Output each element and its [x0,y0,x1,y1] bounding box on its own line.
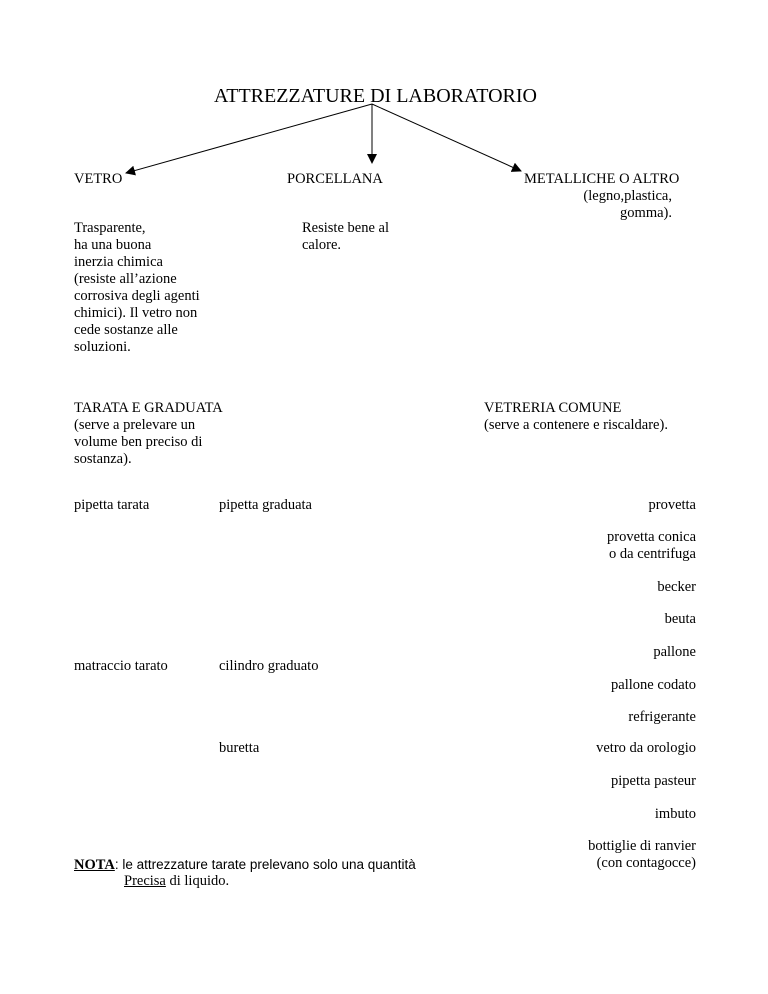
item-refrigerante: refrigerante [628,709,696,725]
branch-porcellana-label: PORCELLANA [287,171,383,187]
page-title: ATTREZZATURE DI LABORATORIO [214,85,537,107]
item-imbuto: imbuto [654,806,696,822]
item-pipetta-tarata: pipetta tarata [74,497,150,513]
nota-text: : le attrezzature tarate prelevano solo una quantità [114,857,416,872]
item-provetta: provetta [648,497,696,513]
nota-line-1 [74,856,416,874]
item-beuta: beuta [664,611,696,627]
vetro-description: Trasparente, ha una buona inerzia chimica (resiste all’azione corrosiva degli agenti chimici). Il vetro non cede sostanze alle soluzioni. [74,220,200,355]
item-provetta-conica: provetta conica o da centrifuga [607,529,696,562]
nota-line-2-rest: di liquido. [165,873,230,889]
arrow-to-metalliche [372,104,521,171]
item-cilindro-graduato: cilindro graduato [219,658,319,674]
porcellana-description: Resiste bene al calore. [302,220,389,253]
branch-metalliche-label: METALLICHE O ALTRO [524,171,680,187]
item-pallone: pallone [653,644,696,660]
item-vetro-da-orologio: vetro da orologio [596,740,696,756]
branch-metalliche-sub: (legno,plastica, gomma). [583,188,672,221]
nota-label: NOTA [74,857,115,873]
item-becker: becker [657,579,696,595]
arrow-to-vetro [126,104,372,173]
item-pipetta-pasteur: pipetta pasteur [611,773,696,789]
item-matraccio-tarato: matraccio tarato [74,658,168,674]
branch-vetro-label: VETRO [74,171,123,187]
tarata-label: TARATA E GRADUATA [74,400,223,416]
item-pallone-codato: pallone codato [611,677,696,693]
nota-line-2 [124,873,229,890]
item-bottiglie-di-ranvier: bottiglie di ranvier (con contagocce) [588,838,696,871]
vetreria-label: VETRERIA COMUNE [484,400,622,416]
item-pipetta-graduata: pipetta graduata [219,497,312,513]
item-buretta: buretta [219,740,260,756]
nota-precisa: Precisa [124,873,166,889]
vetreria-description: (serve a contenere e riscaldare). [484,417,668,433]
tarata-description: (serve a prelevare un volume ben preciso di sostanza). [74,417,203,467]
